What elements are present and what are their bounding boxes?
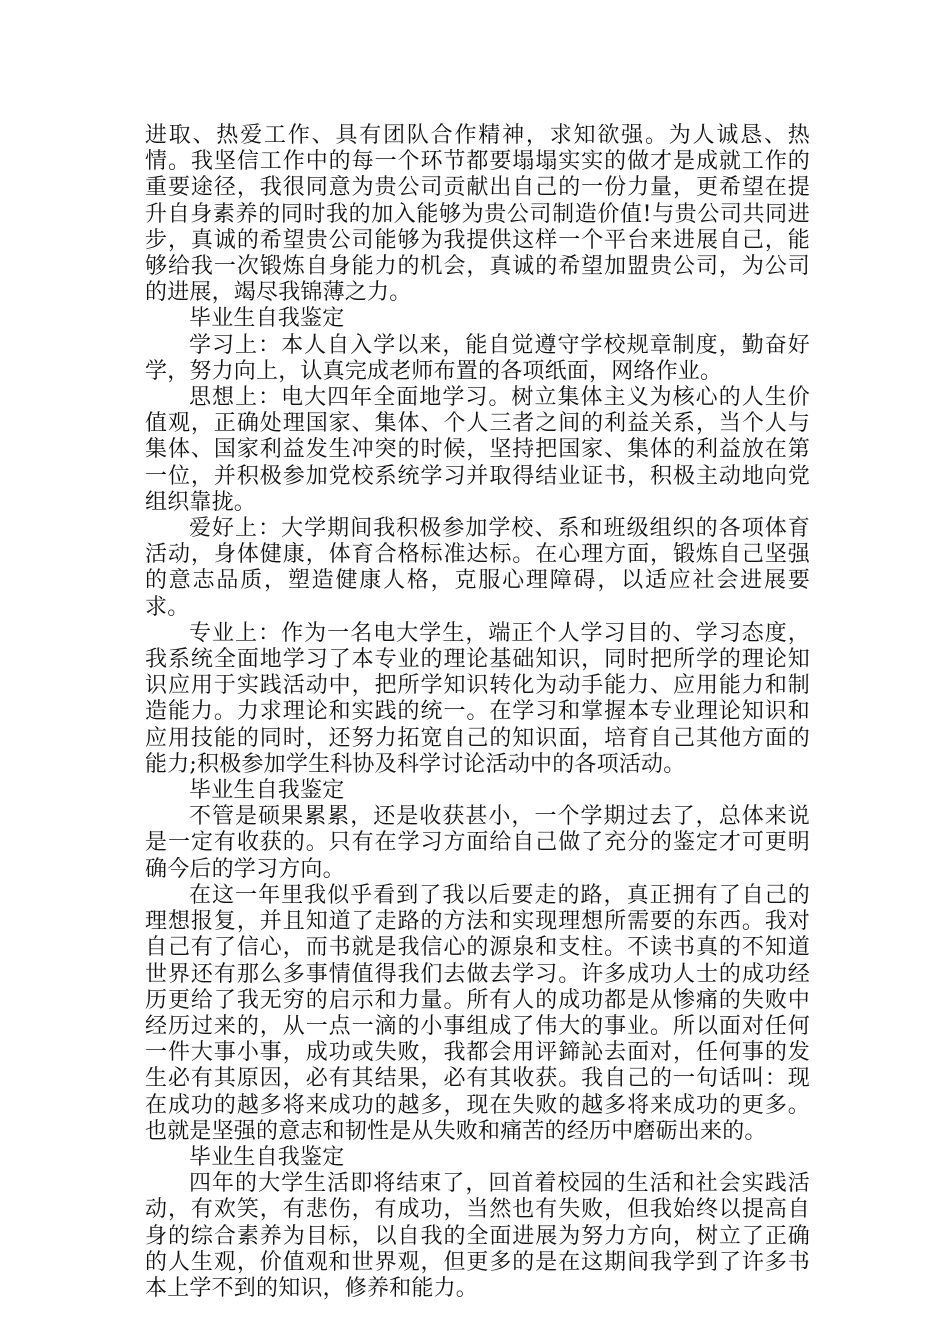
paragraph-thought: 思想上：电大四年全面地学习。树立集体主义为核心的人生价值观，正确处理国家、集体、个人三者之间的利益关系，当个人与集体、国家利益发生冲突的时候，坚持把国家、集体的利益放在第一位，并积极参加党校系统学习并取得结业证书，积极主动地向党组织靠拢。 xyxy=(145,385,810,515)
section-heading: 毕业生自我鉴定 xyxy=(189,778,345,804)
paragraph-hobby: 爱好上：大学期间我积极参加学校、系和班级组织的各项体育活动，身体健康，体育合格标准达标。在心理方面，锻炼自己坚强的意志品质，塑造健康人格，克服心理障碍，以适应社会进展要求。 xyxy=(145,516,810,620)
section-heading: 毕业生自我鉴定 xyxy=(189,1144,345,1170)
paragraph-study: 学习上：本人自入学以来，能自觉遵守学校规章制度，勤奋好学，努力向上，认真完成老师布置的各项纸面，网络作业。 xyxy=(145,332,810,384)
paragraph-major: 专业上：作为一名电大学生，端正个人学习目的、学习态度，我系统全面地学习了本专业的理论基础知识，同时把所学的理论知识应用于实践活动中，把所学知识转化为动手能力、应用能力和制造能力。力求理论和实践的统一。在学习和掌握本专业理论知识和应用技能的同时，还努力拓宽自己的知识面，培育自己其他方面的能力;积极参加学生科协及科学讨论活动中的各项活动。 xyxy=(145,620,810,777)
paragraph-intro: 进取、热爱工作、具有团队合作精神，求知欲强。为人诚恳、热情。我坚信工作中的每一个环节都要塌塌实实的做才是成就工作的重要途径，我很同意为贵公司贡献出自己的一份力量，更希望在提升自身素养的同时我的加入能够为贵公司制造价值!与贵公司共同进步，真诚的希望贵公司能够为我提供这样一个平台来进展自己，能够给我一次锻炼自身能力的机会，真诚的希望加盟贵公司，为公司的进展，竭尽我锦薄之力。 xyxy=(145,123,810,306)
paragraph-harvest: 不管是硕果累累，还是收获甚小，一个学期过去了，总体来说是一定有收获的。只有在学习方面给自己做了充分的鉴定才可更明确今后的学习方向。 xyxy=(145,804,810,882)
paragraph-four-years: 四年的大学生活即将结束了，回首着校园的生活和社会实践活动，有欢笑，有悲伤，有成功，当然也有失败，但我始终以提高自身的综合素养为目标，以自我的全面进展为努力方向，树立了正确的人生观，价值观和世界观，但更多的是在这期间我学到了许多书本上学不到的知识，修养和能力。 xyxy=(145,1171,810,1301)
section-heading: 毕业生自我鉴定 xyxy=(189,306,345,332)
paragraph-year: 在这一年里我似乎看到了我以后要走的路，真正拥有了自己的理想报复，并且知道了走路的方法和实现理想所需要的东西。我对自己有了信心，而书就是我信心的源泉和支柱。不读书真的不知道世界还有那么多事情值得我们去做去学习。许多成功人士的成功经历更给了我无穷的启示和力量。所有人的成功都是从惨痛的失败中经历过来的，从一点一滴的小事组成了伟大的事业。所以面对任何一件大事小事，成功或失败，我都会用评鍗訫去面对，任何事的发生必有其原因，必有其结果，必有其收获。我自己的一句话叫：现在成功的越多将来成功的越多，现在失败的越多将来成功的更多。也就是坚强的意志和韧性是从失败和痛苦的经历中磨砺出来的。 xyxy=(145,882,810,1144)
document-body xyxy=(145,123,810,1302)
